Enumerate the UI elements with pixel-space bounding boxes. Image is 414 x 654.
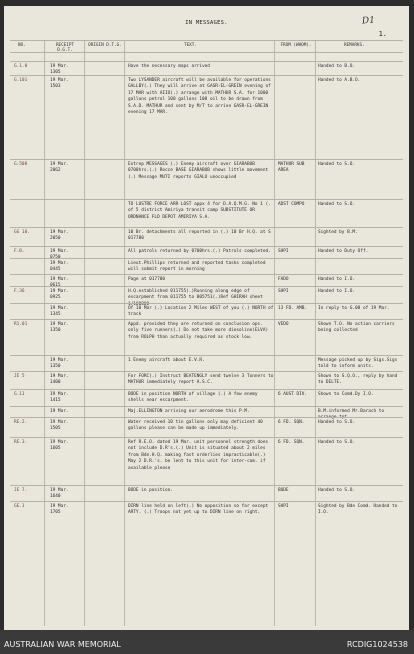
entry-remarks: Handed to S.O. <box>318 488 356 493</box>
entry-number: G.101 <box>14 78 28 83</box>
entry-number: G.11 <box>14 392 25 397</box>
entry-remarks: Handed to Duty Off. <box>318 249 369 254</box>
entry-text: Have the necessary maps arrived <box>128 64 210 69</box>
entry-text: H.Q.established 011755(.)Running along edge of escarpment from 011755 to 005751(.)Ref GHIRAH sheet 1/100000 <box>128 289 263 307</box>
archive-reference: RCDIG1024538 <box>346 640 408 649</box>
entry-receipt-time: 19 Mar. 0750 <box>50 249 69 261</box>
entry-separator <box>10 258 403 259</box>
entry-remarks: B.M.informed Mr.Barach to arrange tpt. <box>318 409 385 421</box>
column-divider <box>44 40 45 626</box>
entry-text: TO LUSTRE FORCE ARR LOST appx 4 for D.A.Q.M.G. No 1 (. of 5 district Amiriya transit camp SUBSTITUTE OR ORDNANCE FLD DEPOT AMIRIYA S.A. <box>128 202 271 220</box>
entry-from: ADST COMPO <box>278 202 305 207</box>
entry-remarks: Handed to S.O. <box>318 420 356 425</box>
entry-number: JE 7. <box>14 488 28 493</box>
entry-from: 6 FD. SQN. <box>278 420 305 425</box>
entry-from: MATHUR SUB AREA <box>278 162 305 174</box>
entry-text: Page at 017780 <box>128 277 166 282</box>
entry-separator <box>10 501 403 502</box>
entry-text: Lieut.Phillips returned and reported tasks completed will submit report in morning <box>128 261 266 273</box>
entry-receipt-time: 19 Mar. 1305 <box>50 64 69 76</box>
column-header-origin: ORIGIN D.T.G. <box>88 43 122 48</box>
entry-remarks: Handed to A.B.O. <box>318 78 361 83</box>
entry-separator <box>10 75 403 76</box>
entry-text: Maj.ELLINGTON arriving our aerodrome this P.M. <box>128 409 250 414</box>
column-header-receipt: RECEIPT D.G.T. <box>55 43 75 53</box>
entry-text: Ref R.E.O. dated 19 Mar. unit personnel strength does not include D.R's.(.) Unit is situated about 2 miles from Bde.H.Q. making fast orderlies impracticable(.) May 2 D.R.'s. be lent to this unit for inter-com. if available please <box>128 440 269 471</box>
column-header-from: FROM (WHOM). <box>280 43 312 48</box>
entry-receipt-time: 19 Mar. 0445 <box>50 261 69 273</box>
entry-remarks: Shown to S.Q.O., reply by hand to DELTE. <box>318 374 398 386</box>
entry-number: RE.3. <box>14 440 28 445</box>
entry-remarks: Handed to S.O. <box>318 202 356 207</box>
entry-number: G.500 <box>14 162 28 167</box>
entry-remarks: Message picked up by Sigs.Sigs told to inform units. <box>318 358 398 370</box>
entry-remarks: Sighted by Bde Comd. Handed to I.O. <box>318 504 398 516</box>
entry-receipt-time: 19 Mar. 1400 <box>50 374 69 386</box>
entry-remarks: Handed to I.O. <box>318 289 356 294</box>
entry-number: F.36 <box>14 289 25 294</box>
header-top-rule <box>10 40 403 41</box>
entry-separator <box>10 389 403 390</box>
entry-from: SHPI <box>278 249 289 254</box>
handwritten-page-mark: D1 <box>361 15 376 27</box>
entry-number: F.B. <box>14 249 25 254</box>
entry-separator <box>10 61 403 62</box>
entry-receipt-time: 19 Mar. 2050 <box>50 230 69 242</box>
entry-text: BODE in position. <box>128 488 173 493</box>
column-divider <box>84 40 85 626</box>
entry-number: GE.1 <box>14 504 25 509</box>
entry-from: BODE <box>278 488 289 493</box>
entry-text: BODE in position NORTH of village (.) A few enemy shells near escarpment. <box>128 392 258 404</box>
entry-text: Extrep MESSAGES (.) Enemy aircraft over GIARABUB 0700hrs.(.) Recce BASE GIARABUB shows little movement (.) Message MUTI reports GIALO unoccupied <box>128 162 269 180</box>
entry-receipt-time: 19 Mar. 1705 <box>50 504 69 516</box>
entry-from: FADO <box>278 277 289 282</box>
column-header-no: NO. <box>18 43 26 48</box>
entry-remarks: Sighted by B.M. <box>318 230 358 235</box>
entry-from: 6 FD. SQN. <box>278 440 305 445</box>
entry-number: GG 10. <box>14 230 30 235</box>
entry-separator <box>10 199 403 200</box>
entry-text: 1 Enemy aircraft about E.V.R. <box>128 358 205 363</box>
document-page <box>4 6 409 630</box>
column-divider <box>315 40 316 626</box>
column-divider <box>124 40 125 626</box>
column-header-text: TEXT. <box>184 43 197 48</box>
page-number: 1. <box>378 30 387 38</box>
archive-footer-bar <box>0 630 414 654</box>
entry-number: RE.2. <box>14 420 28 425</box>
entry-receipt-time: 19 Mar. 1350 <box>50 358 69 370</box>
entry-receipt-time: 19 Mar. 0925 <box>50 289 69 301</box>
entry-separator <box>10 319 403 320</box>
entry-from: 13 FD. AMB. <box>278 306 308 311</box>
entry-remarks: In reply to G.08 of 19 Mar. <box>318 306 390 311</box>
column-header-remarks: REMARKS. <box>344 43 365 48</box>
entry-receipt-time: 19 Mar. 1605 <box>50 440 69 452</box>
entry-separator <box>10 355 403 356</box>
entry-number: JE 5 <box>14 374 25 379</box>
entry-from: SHPI <box>278 504 289 509</box>
entry-separator <box>10 227 403 228</box>
entry-number: R1.01 <box>14 322 28 327</box>
entry-text: DIRN line held on left(.) No opposition so far except ARTY. (.) Troops not yet up to DIRN line on right. <box>128 504 269 516</box>
entry-separator <box>10 371 403 372</box>
entry-text: Of 10 Mar (.) Location 2 Miles WEST of you (.) NORTH of track <box>128 306 274 318</box>
entry-number: G.1.0 <box>14 64 28 69</box>
entry-remarks: Handed to B.O. <box>318 64 356 69</box>
entry-remarks: Shown T.O. No action carriers being collected <box>318 322 395 334</box>
entry-receipt-time: 19 Mar. 1505 <box>50 420 69 432</box>
entry-receipt-time: 19 Mar. 1503 <box>50 78 69 90</box>
entry-receipt-time: 19 Mar. 0615 <box>50 277 69 289</box>
entry-text: 10 Br. detachments all reported in (.) 10 Br H.Q. at S 017780 <box>128 230 271 242</box>
entry-receipt-time: 19 Mar. 1345 <box>50 306 69 318</box>
entry-text: Water received 10 tin gallons only may deficient 40 gallons please can be made up immediately. <box>128 420 263 432</box>
entry-receipt-time: 19 Mar. 1640 <box>50 488 69 500</box>
entry-separator <box>10 406 403 407</box>
entry-separator <box>10 303 403 304</box>
entry-from: SHPI <box>278 289 289 294</box>
entry-separator <box>10 417 403 418</box>
archive-name: AUSTRALIAN WAR MEMORIAL <box>4 640 121 649</box>
entry-remarks: Shown to Comd.Dy I.O. <box>318 392 374 397</box>
entry-receipt-time: 19 Mar. 1415 <box>50 392 69 404</box>
entry-separator <box>10 485 403 486</box>
entry-from: VEDO <box>278 322 289 327</box>
entry-receipt-time: 19 Mar. 1350 <box>50 322 69 334</box>
entry-separator <box>10 246 403 247</box>
entry-remarks: Handed to S.O. <box>318 162 356 167</box>
entry-text: Appd. provided they are returned on conclusion ops. only five runners(.) Do not take more diesoline(ELVA) from ROLPH than actually required as stock low. <box>128 322 269 340</box>
entry-receipt-time: 19 Mar. <box>50 409 69 414</box>
entry-separator <box>10 286 403 287</box>
entry-separator <box>10 274 403 275</box>
entry-receipt-time: 19 Mar. 2062 <box>50 162 69 174</box>
entry-separator <box>10 437 403 438</box>
document-title: IN MESSAGES. <box>185 20 228 26</box>
entry-separator <box>10 159 403 160</box>
entry-text: Two LYSANDER aircraft will be available for operations GALLBY(.) They will arrive at GASR-EL-GREIN evening of 17 MAR with AIIO(.) arrange with MATHUR S.A. for 1000 gallons petrol 100 gallons 100 oil to be drawn from S.A.D. MATHUR and sent by M/T to arrive GASR-EL-GREIN evening 17 MAR. <box>128 78 271 116</box>
entry-remarks: Handed to I.O. <box>318 277 356 282</box>
entry-text: All patrols returned by 0700hrs.(.) Patrols completed. <box>128 249 271 254</box>
entry-from: 6 AUST DIV. <box>278 392 308 397</box>
entry-remarks: Handed to S.O. <box>318 440 356 445</box>
entry-text: For FORC(.) Instruct BEATENGLY send twelve 3 Tonners to MATHUR immediately report A.S.C. <box>128 374 274 386</box>
